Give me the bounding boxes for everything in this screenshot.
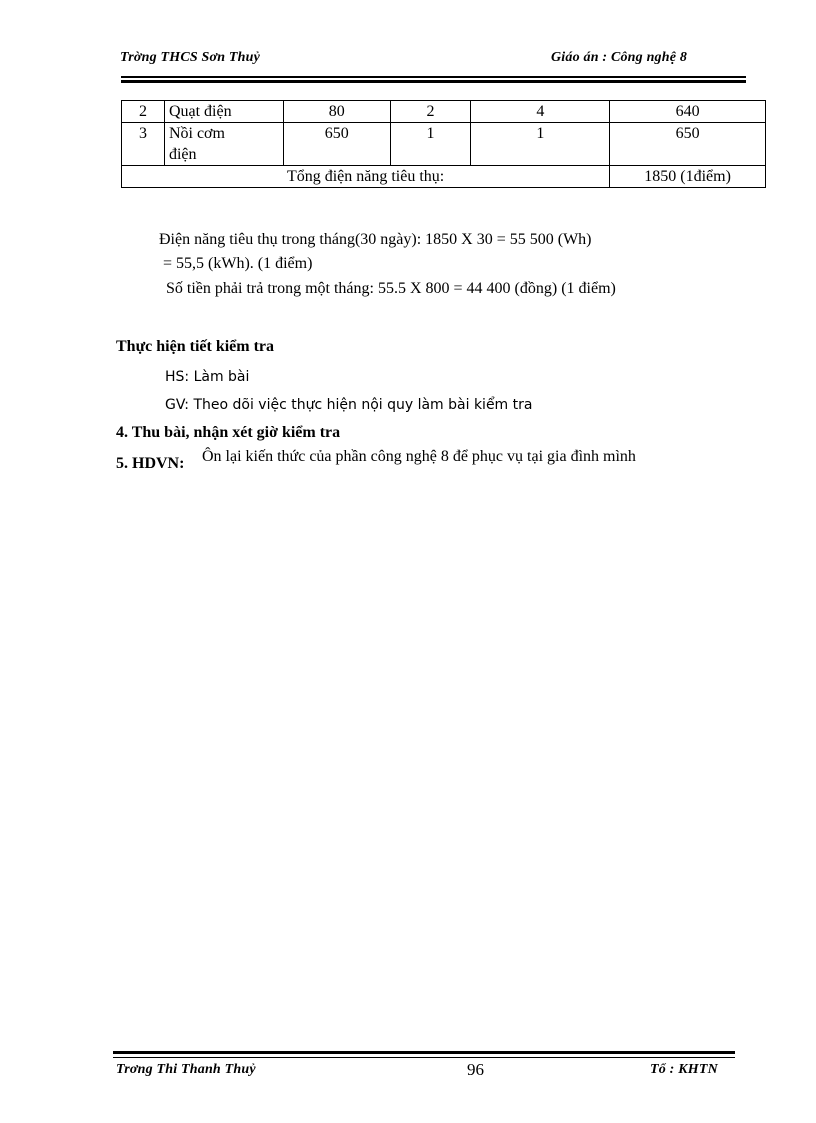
section-exam-hs: HS: Làm bài [165, 369, 250, 385]
total-value: 1850 (1điểm) [610, 166, 766, 188]
calc-energy-kwh: = 55,5 (kWh). (1 điểm) [163, 255, 313, 272]
section-4-title: 4. Thu bài, nhận xét giờ kiểm tra [116, 424, 341, 441]
calc-energy-month: Điện năng tiêu thụ trong tháng(30 ngày): 1850 X 30 = 55 500 (Wh) [159, 231, 592, 248]
cell-device: Nồi cơm điện [164, 123, 283, 166]
cell-power: 650 [283, 123, 390, 166]
footer-rule-bottom [113, 1057, 735, 1058]
cell-power: 80 [283, 101, 390, 123]
total-label: Tổng điện năng tiêu thụ: [122, 166, 610, 188]
section-5-text: Ôn lại kiến thức của phần công nghệ 8 để phục vụ tại gia đình mình [202, 448, 636, 465]
footer-page-number: 96 [467, 1060, 484, 1079]
cell-energy: 650 [610, 123, 766, 166]
calc-cost: Số tiền phải trả trong một tháng: 55.5 X 800 = 44 400 (đồng) (1 điểm) [166, 280, 616, 297]
table-row [122, 123, 766, 166]
energy-table [121, 100, 766, 188]
header-rule-top [121, 76, 746, 78]
section-5-title: 5. HDVN: [116, 455, 185, 472]
footer-author: Trơng Thi Thanh Thuỷ [116, 1062, 256, 1077]
table-total-row [122, 166, 766, 188]
cell-hours: 4 [471, 101, 610, 123]
cell-hours: 1 [471, 123, 610, 166]
cell-quantity: 2 [390, 101, 471, 123]
cell-energy: 640 [610, 101, 766, 123]
cell-no: 2 [122, 101, 165, 123]
footer-group: Tổ : KHTN [650, 1062, 718, 1077]
table-row [122, 101, 766, 123]
section-exam-title: Thực hiện tiết kiểm tra [116, 338, 275, 355]
header-rule-bottom [121, 80, 746, 83]
cell-quantity: 1 [390, 123, 471, 166]
header-subject: Giáo án : Công nghệ 8 [551, 50, 688, 65]
section-exam-gv: GV: Theo dõi việc thực hiện nội quy làm bài kiểm tra [165, 397, 533, 413]
cell-device: Quạt điện [164, 101, 283, 123]
header-school: Trờng THCS Sơn Thuỷ [120, 50, 261, 65]
footer-rule-top [113, 1051, 735, 1054]
cell-no: 3 [122, 123, 165, 166]
